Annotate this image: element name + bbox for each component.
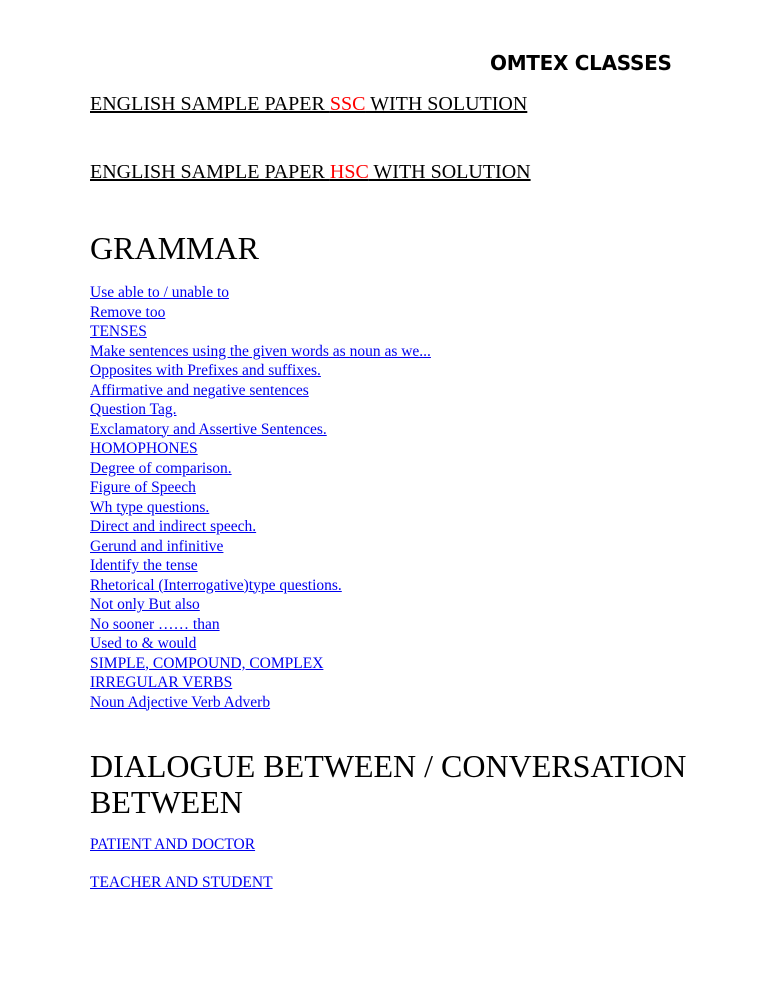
grammar-heading: GRAMMAR [90, 230, 259, 266]
list-item [90, 439, 431, 459]
list-item [90, 517, 431, 537]
grammar-link[interactable]: Rhetorical (Interrogative)type questions. [90, 576, 342, 594]
paper-prefix: ENGLISH SAMPLE PAPER [90, 93, 330, 115]
list-item [90, 322, 431, 342]
grammar-link[interactable]: Figure of Speech [90, 479, 196, 496]
list-item [90, 576, 431, 596]
grammar-link-list [90, 283, 431, 712]
grammar-link[interactable]: Not only But also [90, 596, 200, 613]
list-item [90, 283, 431, 303]
list-item [90, 615, 431, 635]
list-item [90, 693, 431, 713]
hsc-sample-paper-link[interactable] [90, 160, 531, 184]
paper-suffix: WITH SOLUTION [368, 161, 531, 183]
list-item [90, 303, 431, 323]
paper-highlight-ssc: SSC [329, 93, 366, 115]
list-item [90, 595, 431, 615]
grammar-link[interactable]: Direct and indirect speech. [90, 518, 257, 535]
grammar-link[interactable]: Noun Adjective Verb Adverb [90, 693, 271, 711]
list-item [90, 634, 431, 654]
grammar-link[interactable]: Used to & would [90, 635, 197, 652]
grammar-link[interactable]: Question Tag. [90, 401, 177, 418]
grammar-link[interactable]: Opposites with Prefixes and suffixes. [90, 362, 321, 379]
grammar-link[interactable]: HOMOPHONES [90, 440, 198, 457]
list-item [90, 478, 431, 498]
grammar-link[interactable]: Use able to / unable to [90, 284, 230, 301]
grammar-link[interactable]: SIMPLE, COMPOUND, COMPLEX [90, 654, 324, 672]
grammar-link[interactable]: Degree of comparison. [90, 459, 232, 477]
grammar-link[interactable]: Remove too [90, 303, 166, 321]
list-item [90, 654, 431, 674]
grammar-link[interactable]: Identify the tense [90, 557, 198, 574]
list-item [90, 361, 431, 381]
list-item [90, 381, 431, 401]
list-item [90, 400, 431, 420]
grammar-link[interactable]: No sooner …… than [90, 615, 220, 633]
list-item [90, 420, 431, 440]
grammar-link[interactable]: Exclamatory and Assertive Sentences. [90, 420, 327, 438]
paper-highlight-hsc: HSC [329, 161, 369, 183]
brand-title: OMTEX CLASSES [490, 51, 672, 75]
list-item [90, 459, 431, 479]
list-item [90, 342, 431, 362]
grammar-link[interactable]: TENSES [90, 323, 147, 340]
list-item [90, 556, 431, 576]
grammar-link[interactable]: Wh type questions. [90, 498, 210, 516]
grammar-link[interactable]: IRREGULAR VERBS [90, 674, 233, 691]
list-item [90, 673, 431, 693]
grammar-link[interactable]: Make sentences using the given words as noun as we... [90, 342, 431, 360]
list-item [90, 498, 431, 518]
paper-suffix: WITH SOLUTION [365, 93, 528, 115]
grammar-link[interactable]: Gerund and infinitive [90, 537, 224, 555]
ssc-sample-paper-link[interactable] [90, 92, 527, 116]
dialogue-link-teacher-student[interactable]: TEACHER AND STUDENT [90, 874, 273, 891]
grammar-link[interactable]: Affirmative and negative sentences [90, 381, 309, 399]
list-item [90, 537, 431, 557]
dialogue-link-patient-doctor[interactable]: PATIENT AND DOCTOR [90, 836, 256, 853]
dialogue-heading: DIALOGUE BETWEEN / CONVERSATION BETWEEN [90, 748, 687, 820]
paper-prefix: ENGLISH SAMPLE PAPER [90, 161, 330, 183]
